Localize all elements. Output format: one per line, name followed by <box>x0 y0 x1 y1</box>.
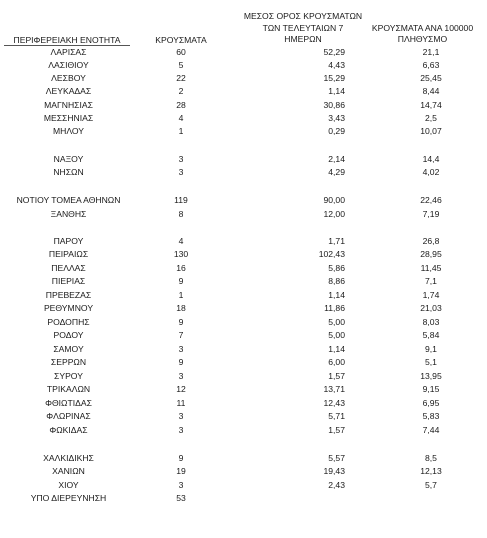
header-avg-line3: ΗΜΕΡΩΝ <box>284 34 322 44</box>
row-region: ΦΛΩΡΙΝΑΣ <box>46 411 91 421</box>
header-region: ΠΕΡΙΦΕΡΕΙΑΚΗ ΕΝΟΤΗΤΑ <box>13 35 121 45</box>
row-cases: 4 <box>178 113 184 123</box>
row-avg: 1,14 <box>328 290 345 300</box>
row-cases: 119 <box>174 195 188 205</box>
row-cases: 130 <box>173 249 189 259</box>
row-avg: 8,86 <box>328 276 345 286</box>
row-region: ΞΑΝΘΗΣ <box>50 209 87 219</box>
row-region: ΝΟΤΙΟΥ ΤΟΜΕΑ ΑΘΗΝΩΝ <box>16 195 121 205</box>
row-rate: 1,74 <box>422 290 440 300</box>
row-region: ΝΗΣΩΝ <box>53 167 84 177</box>
row-rate: 21,1 <box>422 47 440 57</box>
row-avg: 5,00 <box>328 317 345 327</box>
row-avg: 1,14 <box>328 344 345 354</box>
row-cases: 18 <box>176 303 186 313</box>
row-avg: 12,43 <box>323 398 345 408</box>
row-avg: 5,71 <box>328 411 345 421</box>
header-avg-line2: ΤΩΝ ΤΕΛΕΥΤΑΙΩΝ 7 <box>262 23 344 33</box>
row-avg: 19,43 <box>323 466 345 476</box>
row-cases: 19 <box>176 466 186 476</box>
row-rate: 5,83 <box>422 411 440 421</box>
row-region: ΣΕΡΡΩΝ <box>50 357 87 367</box>
row-rate: 6,95 <box>422 398 440 408</box>
row-region: ΧΙΟΥ <box>58 480 79 490</box>
row-cases: 3 <box>178 154 184 164</box>
row-cases: 16 <box>176 263 186 273</box>
row-cases: 5 <box>178 60 184 70</box>
row-cases: 11 <box>176 398 186 408</box>
row-cases: 9 <box>178 317 184 327</box>
row-avg: 5,57 <box>328 453 345 463</box>
row-rate: 2,5 <box>425 113 437 123</box>
row-region: ΡΟΔΟΠΗΣ <box>47 317 90 327</box>
row-rate: 7,1 <box>425 276 437 286</box>
row-avg: 0,29 <box>328 126 345 136</box>
row-region: ΛΕΣΒΟΥ <box>51 73 86 83</box>
row-cases: 3 <box>178 480 184 490</box>
row-rate: 8,03 <box>422 317 440 327</box>
row-rate: 11,45 <box>420 263 442 273</box>
row-region: ΥΠΟ ΔΙΕΡΕΥΝΗΣΗ <box>30 493 107 503</box>
header-rate-line1: ΚΡΟΥΣΜΑΤΑ ΑΝΑ 100000 <box>371 23 474 33</box>
row-rate: 22,46 <box>420 195 442 205</box>
row-cases: 53 <box>176 493 186 503</box>
row-cases: 28 <box>176 100 186 110</box>
row-rate: 13,95 <box>420 371 442 381</box>
row-cases: 7 <box>178 330 184 340</box>
row-avg: 2,14 <box>328 154 345 164</box>
row-avg: 30,86 <box>323 100 345 110</box>
row-rate: 12,13 <box>420 466 442 476</box>
row-region: ΛΑΣΙΘΙΟΥ <box>48 60 89 70</box>
row-avg: 1,14 <box>328 86 345 96</box>
row-avg: 4,29 <box>328 167 345 177</box>
row-rate: 7,44 <box>422 425 440 435</box>
row-avg: 4,43 <box>328 60 345 70</box>
row-cases: 12 <box>176 384 186 394</box>
row-avg: 12,00 <box>323 209 345 219</box>
row-avg: 15,29 <box>323 73 345 83</box>
row-region: ΛΑΡΙΣΑΣ <box>50 47 87 57</box>
row-rate: 28,95 <box>420 249 442 259</box>
row-region: ΦΘΙΩΤΙΔΑΣ <box>45 398 92 408</box>
row-rate: 5,1 <box>425 357 437 367</box>
row-region: ΠΡΕΒΕΖΑΣ <box>45 290 92 300</box>
row-region: ΦΩΚΙΔΑΣ <box>49 425 88 435</box>
row-region: ΛΕΥΚΑΔΑΣ <box>45 86 92 96</box>
row-avg: 11,86 <box>324 303 345 313</box>
row-region: ΡΕΘΥΜΝΟΥ <box>43 303 94 313</box>
row-region: ΡΟΔΟΥ <box>53 330 84 340</box>
row-region: ΠΑΡΟΥ <box>53 236 84 246</box>
row-cases: 3 <box>178 344 184 354</box>
row-region: ΜΑΓΝΗΣΙΑΣ <box>44 100 93 110</box>
row-rate: 8,44 <box>422 86 440 96</box>
header-rate-line2: ΠΛΗΘΥΣΜΟ <box>397 34 448 44</box>
row-rate: 9,15 <box>422 384 440 394</box>
row-cases: 3 <box>178 425 184 435</box>
row-avg: 1,71 <box>328 236 345 246</box>
row-rate: 26,8 <box>422 236 440 246</box>
row-rate: 9,1 <box>425 344 437 354</box>
row-cases: 4 <box>178 236 184 246</box>
row-cases: 9 <box>178 276 184 286</box>
row-rate: 10,07 <box>420 126 442 136</box>
row-avg: 1,57 <box>328 425 345 435</box>
row-rate: 14,74 <box>420 100 442 110</box>
row-rate: 8,5 <box>425 453 437 463</box>
row-rate: 7,19 <box>422 209 440 219</box>
header-avg-line1: ΜΕΣΟΣ ΟΡΟΣ ΚΡΟΥΣΜΑΤΩΝ <box>243 11 363 21</box>
row-cases: 22 <box>176 73 186 83</box>
row-region: ΧΑΛΚΙΔΙΚΗΣ <box>43 453 94 463</box>
row-cases: 3 <box>178 371 184 381</box>
row-avg: 102,43 <box>318 249 345 259</box>
row-cases: 1 <box>178 290 184 300</box>
row-rate: 25,45 <box>420 73 442 83</box>
row-avg: 2,43 <box>328 480 345 490</box>
row-rate: 5,7 <box>425 480 437 490</box>
row-cases: 2 <box>178 86 184 96</box>
row-avg: 52,29 <box>323 47 345 57</box>
row-avg: 13,71 <box>323 384 345 394</box>
row-region: ΣΥΡΟΥ <box>54 371 83 381</box>
row-avg: 3,43 <box>328 113 345 123</box>
row-cases: 8 <box>178 209 184 219</box>
row-region: ΜΗΛΟΥ <box>52 126 85 136</box>
row-avg: 1,57 <box>328 371 345 381</box>
row-cases: 3 <box>178 167 184 177</box>
row-rate: 5,84 <box>422 330 440 340</box>
row-region: ΣΑΜΟΥ <box>53 344 84 354</box>
row-region: ΠΕΛΛΑΣ <box>51 263 86 273</box>
row-rate: 14,4 <box>422 154 440 164</box>
row-rate: 21,03 <box>420 303 442 313</box>
row-avg: 5,00 <box>328 330 345 340</box>
row-region: ΠΕΙΡΑΙΩΣ <box>48 249 89 259</box>
row-region: ΤΡΙΚΑΛΩΝ <box>46 384 91 394</box>
row-region: ΧΑΝΙΩΝ <box>52 466 85 476</box>
row-cases: 9 <box>178 453 184 463</box>
row-cases: 1 <box>178 126 184 136</box>
row-avg: 6,00 <box>328 357 345 367</box>
row-rate: 6,63 <box>422 60 440 70</box>
row-rate: 4,02 <box>422 167 440 177</box>
header-underline <box>4 45 130 46</box>
row-region: ΠΙΕΡΙΑΣ <box>51 276 86 286</box>
header-cases: ΚΡΟΥΣΜΑΤΑ <box>155 35 207 45</box>
row-region: ΜΕΣΣΗΝΙΑΣ <box>43 113 94 123</box>
row-cases: 3 <box>178 411 184 421</box>
row-region: ΝΑΞΟΥ <box>53 154 84 164</box>
row-cases: 60 <box>176 47 186 57</box>
row-avg: 5,86 <box>328 263 345 273</box>
row-cases: 9 <box>178 357 184 367</box>
row-avg: 90,00 <box>323 195 345 205</box>
